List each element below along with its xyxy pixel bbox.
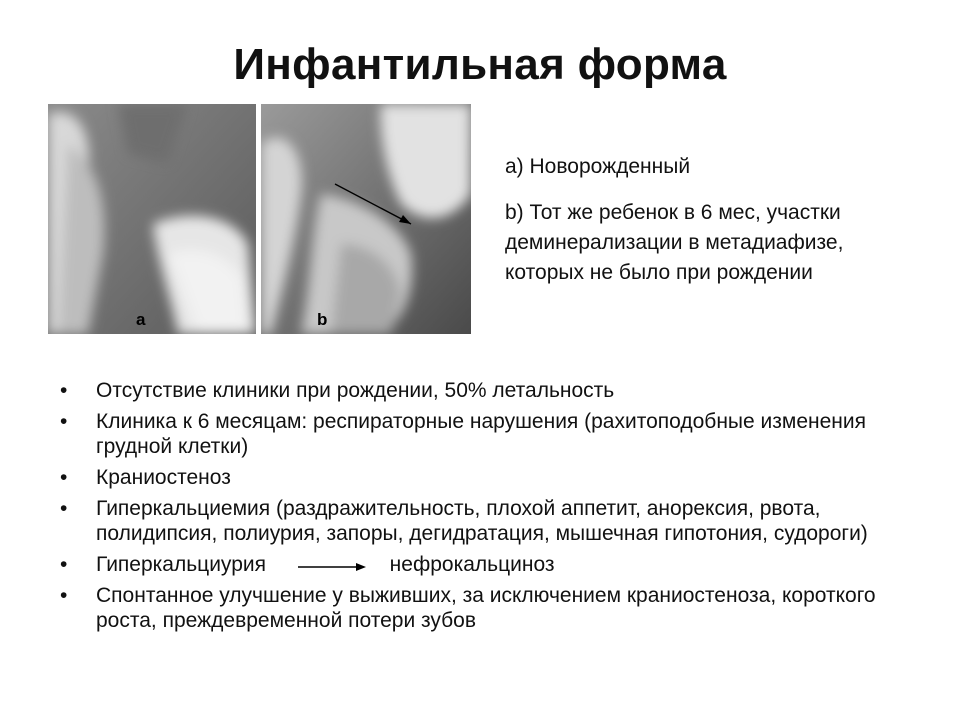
- bullet-item: [60, 583, 920, 633]
- bullet-text: Спонтанное улучшение у выживших, за исключением краниостеноза, короткого роста, преждевременной потери зубов: [96, 584, 876, 632]
- bullet-text: Краниостеноз: [96, 466, 231, 489]
- bullet-dot: •: [60, 553, 68, 576]
- bullet-dot: •: [60, 410, 68, 433]
- bullet-item: [60, 409, 920, 459]
- xray-image-six-months: [261, 104, 471, 334]
- bullet-dot: •: [60, 379, 68, 402]
- bullet-item: [60, 378, 920, 403]
- bullet-dot: •: [60, 466, 68, 489]
- bullet-text: Гиперкальциемия (раздражительность, плохой аппетит, анорексия, рвота, полидипсия, полиурия, запоры, дегидратация, мышечная гипотония, судороги): [96, 497, 868, 545]
- bullet-dot: •: [60, 497, 68, 520]
- caption-newborn: a) Новорожденный: [505, 155, 691, 178]
- bullet-text: Клиника к 6 месяцам: респираторные нарушения (рахитоподобные изменения грудной клетки): [96, 410, 866, 458]
- bullet-text: Отсутствие клиники при рождении, 50% летальность: [96, 379, 615, 402]
- bullet-text-right: нефрокальциноз: [389, 553, 555, 576]
- right-arrow-icon: [298, 561, 366, 573]
- bullet-item: [60, 465, 920, 490]
- bullet-dot: •: [60, 584, 68, 607]
- xray-image-newborn: [48, 104, 256, 334]
- bullet-item: [60, 496, 920, 546]
- image-label-b: b: [317, 310, 328, 329]
- bullet-item: [60, 552, 920, 577]
- image-label-a: a: [136, 310, 146, 329]
- caption-six-months: b) Тот же ребенок в 6 мес, участки деминерализации в метадиафизе, которых не было при рождении: [505, 201, 844, 284]
- slide-title: Инфантильная форма: [233, 40, 727, 89]
- bullet-text-left: Гиперкальциурия: [96, 553, 266, 576]
- bullet-list: [60, 378, 920, 639]
